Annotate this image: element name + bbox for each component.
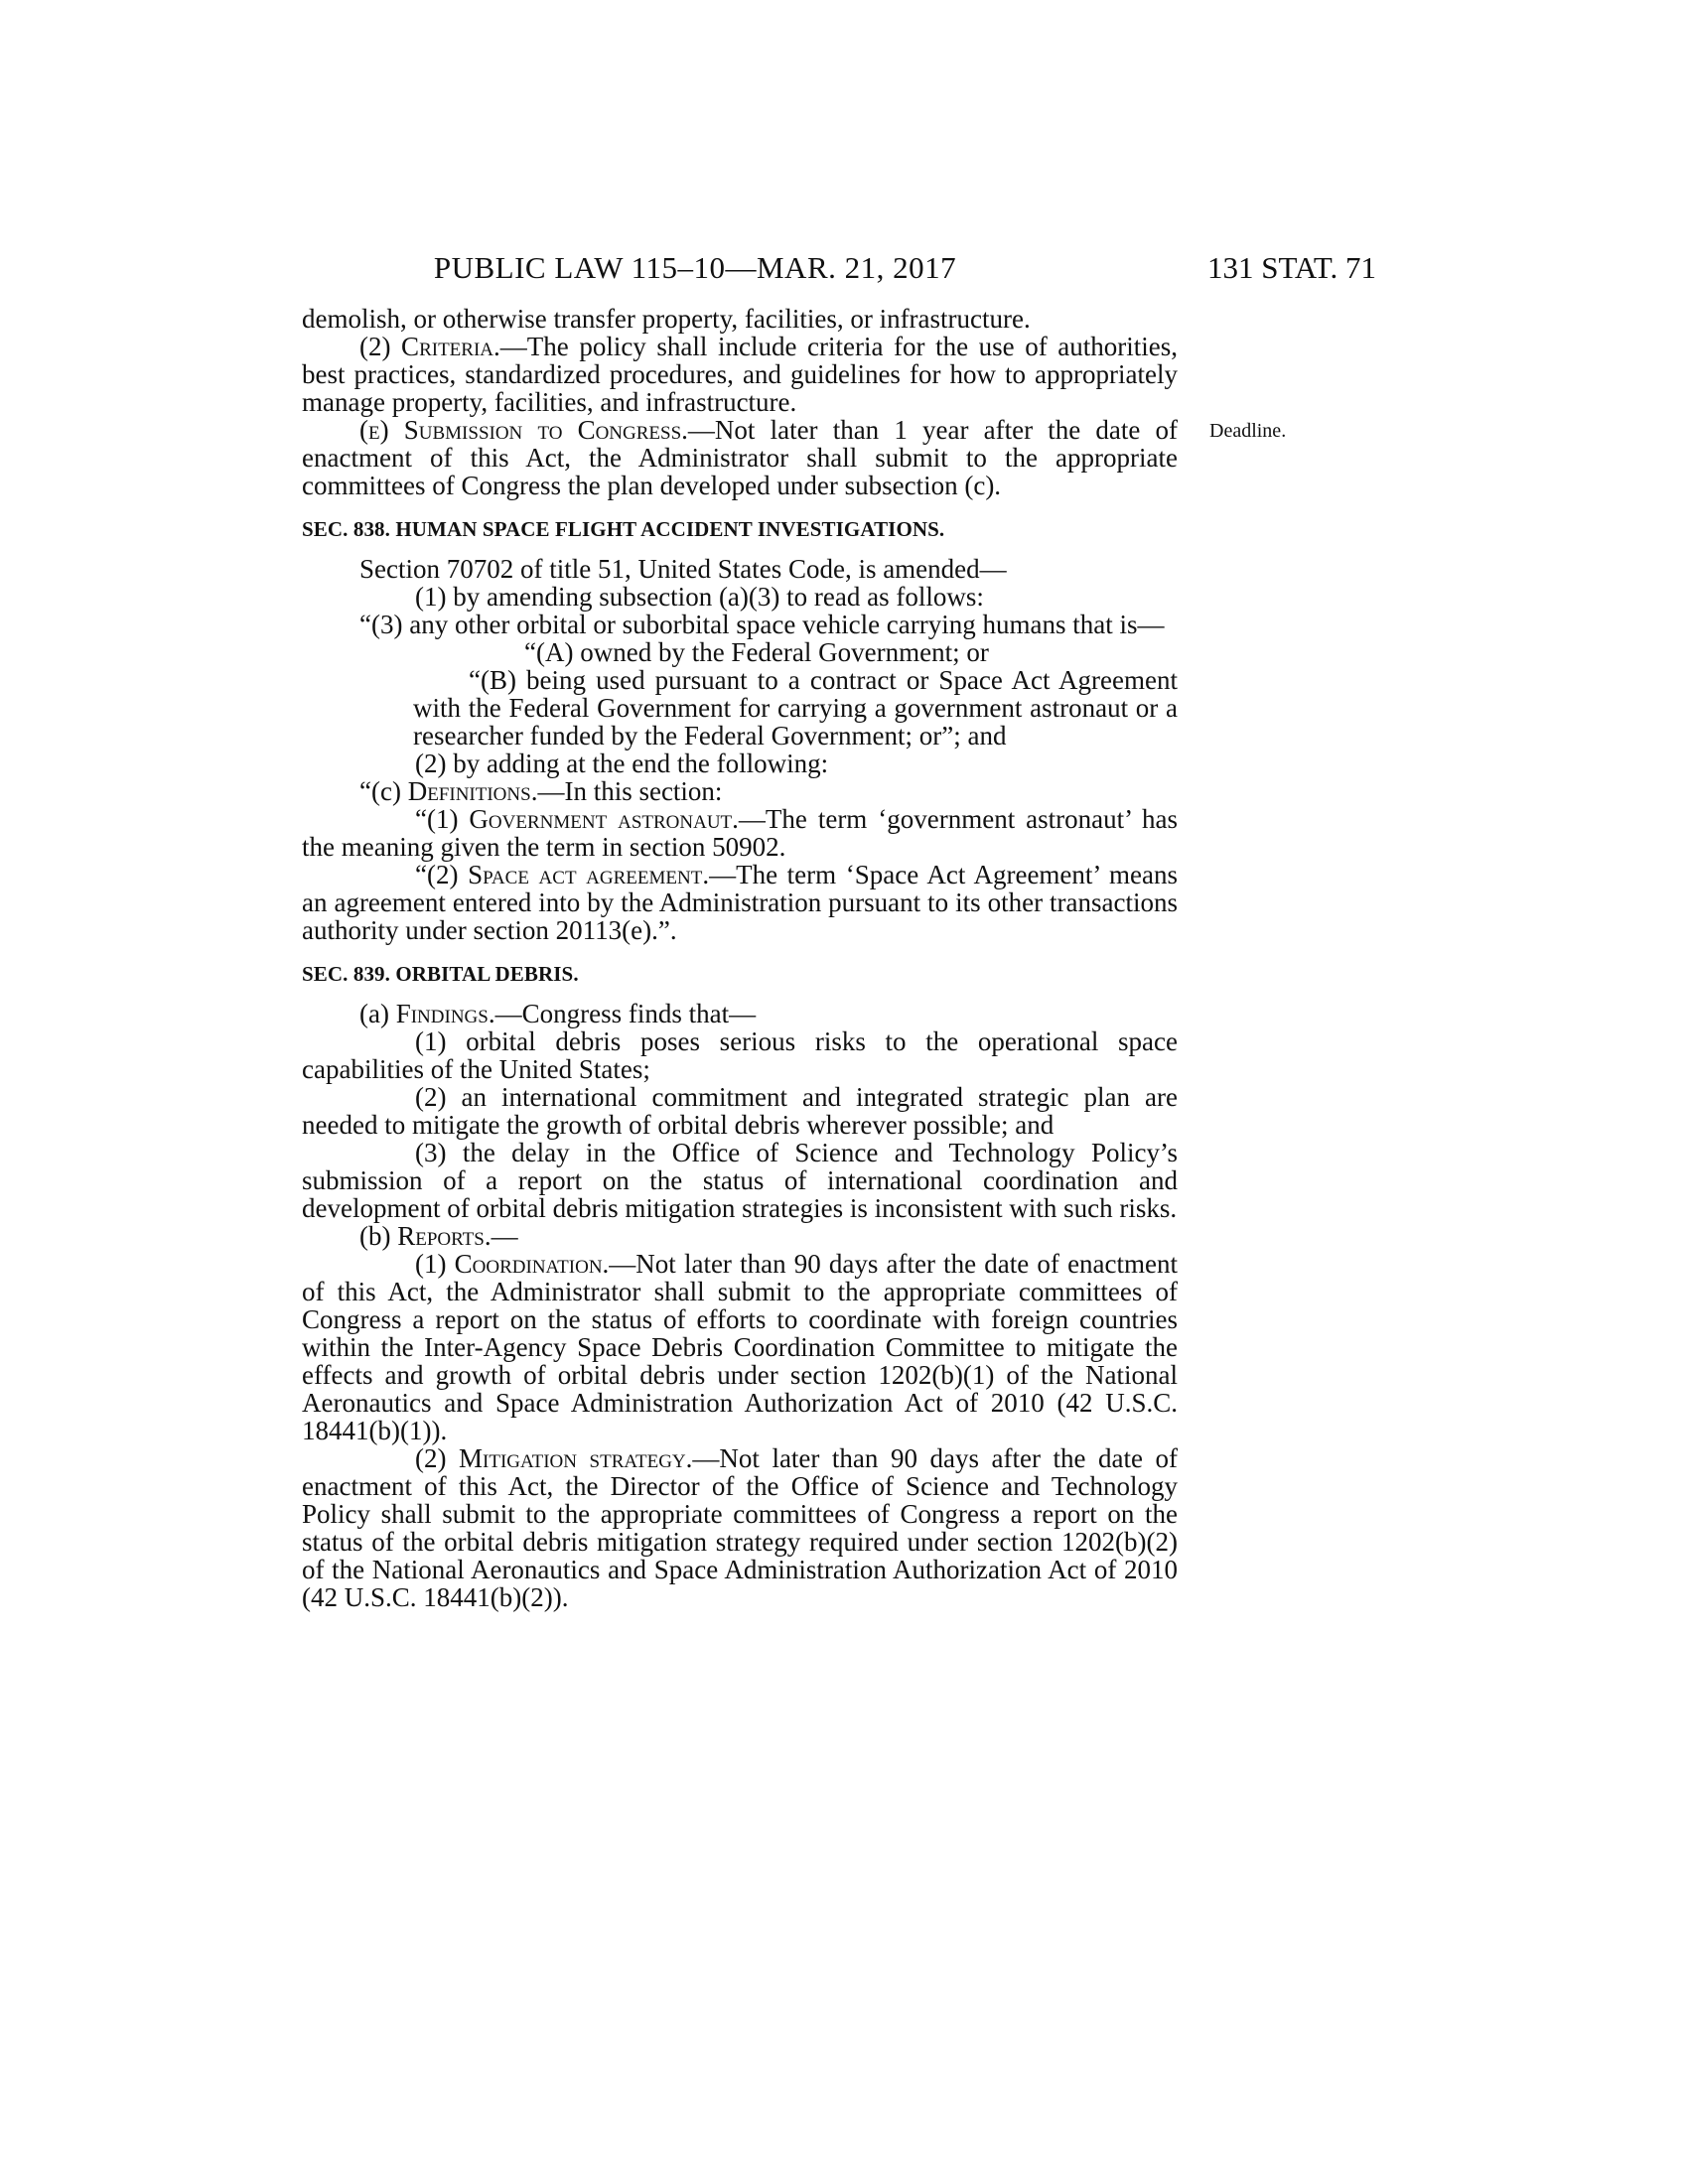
paragraph-text: —The term ‘Space Act Agreement’ means an agreement entered into by the Administration pursuant to its other transactions authority under section 20113(e).”. [302,860,1178,945]
paragraph-item-2: (2) by adding at the end the following: [415,749,829,778]
paragraph-criteria [302,333,1178,416]
paragraph-text: —Not later than 1 year after the date of enactment of this Act, the Administrator shall submit to the appropriate committees of Congress the plan developed under subsection (c). [302,415,1178,500]
paragraph-quoted-3: “(3) any other orbital or suborbital space vehicle carrying humans that is— [359,610,1165,639]
paragraph-text: —Congress finds that— [494,999,757,1028]
paragraph-finding-3: (3) the delay in the Office of Science and Technology Policy’s submission of a report on the status of international coordination and development of orbital debris mitigation strategies is inconsistent with such risks. [302,1138,1178,1223]
paragraph-finding-1: (1) orbital debris poses serious risks to the operational space capabilities of the United States; [302,1026,1178,1084]
section-heading-838: SEC. 838. HUMAN SPACE FLIGHT ACCIDENT INVESTIGATIONS. [302,517,945,541]
paragraph-quoted-b: “(B) being used pursuant to a contract or Space Act Agreement with the Federal Government for carrying a government astronaut or a researcher funded by the Federal Government; or”; and [413,665,1178,751]
paragraph-heading: Space act agreement. [468,860,710,889]
paragraph-quoted-a: “(A) owned by the Federal Government; or [524,637,989,667]
paragraph-coordination: (1) Coordination.—Not later than 90 days after the date of enactment of this Act, the Administrator shall submit to the appropriate committees of Congress a report on the status of efforts to coordinate with foreign countries within the Inter-Agency Space Debris Coordination Committee to mitigate the effects and growth of orbital debris under section 1202(b)(1) of the National Aeronautics and Space Administration Authorization Act of 2010 (42 U.S.C. 18441(b)(1)). [302,1249,1179,1445]
page-number: 131 STAT. 71 [1206,250,1376,285]
running-head: PUBLIC LAW 115–10—MAR. 21, 2017 [433,250,957,285]
margin-note-deadline: Deadline. [1209,420,1287,442]
page-header [0,248,1688,288]
paragraph-finding-2: (2) an international commitment and integrated strategic plan are needed to mitigate the growth of orbital debris wherever possible; and [302,1082,1178,1140]
paragraph-mitigation-strategy: (2) Mitigation strategy.—Not later than 90 days after the date of enactment of this Act, the Director of the Office of Science and Technology Policy shall submit to the appropriate committees of Congress a report on the status of the orbital debris mitigation strategy required under section 1202(b)(2) of the National Aeronautics and Space Administration Authorization Act of 2010 (42 U.S.C. 18441(b)(2)). [302,1443,1178,1612]
paragraph-text: —The term ‘government astronaut’ has the meaning given the term in section 50902. [302,804,1179,862]
paragraph-amended: Section 70702 of title 51, United States Code, is amended— [359,554,1007,584]
paragraph-definitions: “(c) Definitions.—In this section: [359,776,723,806]
paragraph-heading: Reports. [397,1221,492,1251]
paragraph-space-act-agreement: “(2) Space act agreement.—The term ‘Space Act Agreement’ means an agreement entered into by the Administration pursuant to its other transactions authority under section 20113(e).”. [302,860,1178,945]
paragraph-heading: Mitigation strategy. [459,1443,693,1473]
paragraph-heading: Definitions. [407,776,538,806]
paragraph-text: —In this section: [537,776,723,806]
paragraph-continuation: demolish, or otherwise transfer property, facilities, or infrastructure. [302,304,1031,334]
paragraph-text: —The policy shall include criteria for the use of authorities, best practices, standardized procedures, and guidelines for how to appropriately manage property, facilities, and infrastructure. [302,332,1178,417]
paragraph-reports: (b) Reports.— [359,1221,518,1251]
paragraph-text: —Not later than 90 days after the date of enactment of this Act, the Administrator shall submit to the appropriate committees of Congress a report on the status of efforts to coordinate with foreign countries within the Inter-Agency Space Debris Coordination Committee to mitigate the effects and growth of orbital debris under section 1202(b)(1) of the National Aeronautics and Space Administration Authorization Act of 2010 (42 U.S.C. 18441(b)(1)). [302,1249,1179,1445]
section-heading-839: SEC. 839. ORBITAL DEBRIS. [302,962,579,986]
paragraph-heading: Coordination. [454,1249,610,1279]
paragraph-findings: (a) Findings.—Congress finds that— [359,999,757,1028]
paragraph-item-1: (1) by amending subsection (a)(3) to read as follows: [415,582,984,612]
paragraph-text: —Not later than 90 days after the date of enactment of this Act, the Director of the Office of Science and Technology Policy shall submit to the appropriate committees of Congress a report on the status of the orbital debris mitigation strategy required under section 1202(b)(2) of the National Aeronautics and Space Administration Authorization Act of 2010 (42 U.S.C. 18441(b)(2)). [302,1443,1178,1612]
document-body [302,304,1287,1612]
paragraph-text: — [491,1221,518,1251]
paragraph-row-submission [302,415,1287,500]
paragraph-submission [302,416,1178,499]
paragraph-heading: Findings. [395,999,495,1028]
paragraph-government-astronaut: “(1) Government astronaut.—The term ‘government astronaut’ has the meaning given the term in section 50902. [302,804,1179,862]
paragraph-heading: (2) Criteria. [359,332,500,361]
paragraph-heading: Government astronaut. [469,804,739,834]
paragraph-heading: (e) Submission to Congress. [359,415,688,445]
